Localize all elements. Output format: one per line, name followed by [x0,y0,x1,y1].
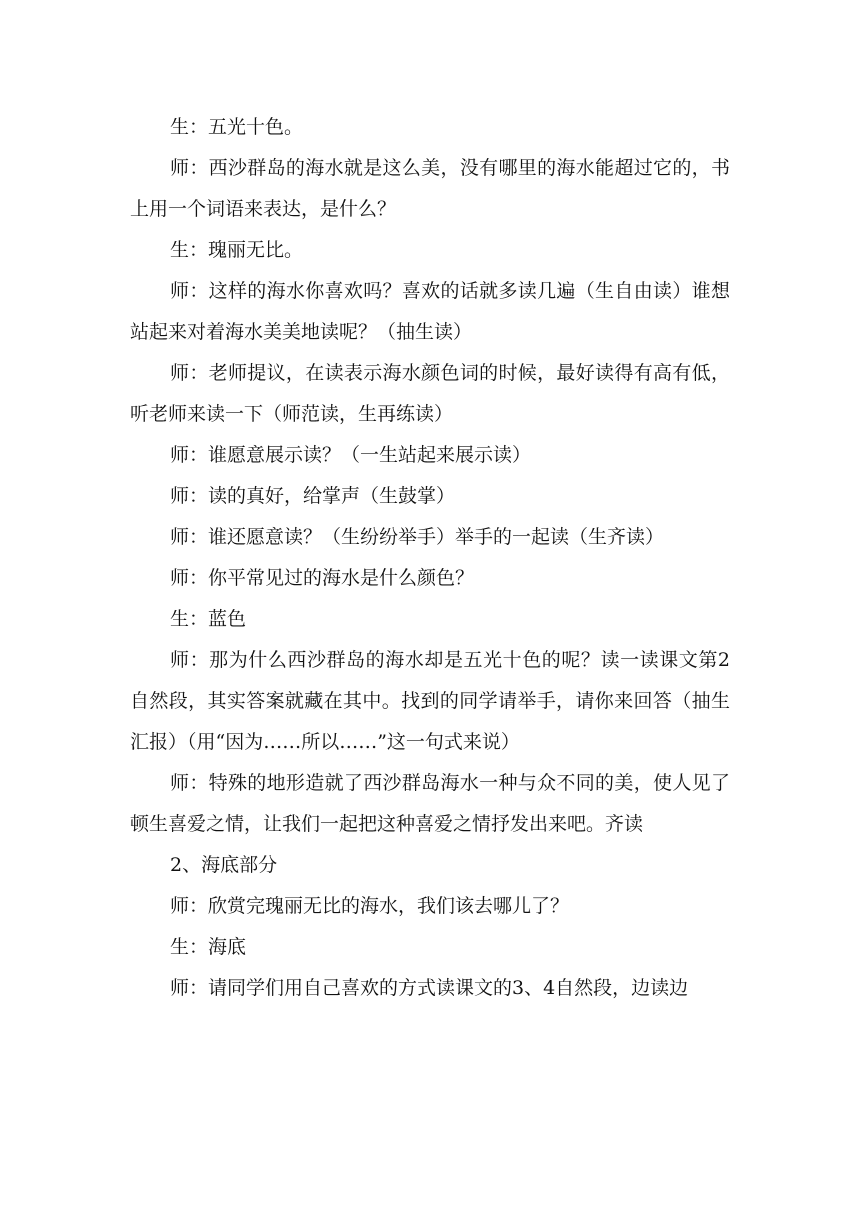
paragraph: 师：你平常见过的海水是什么颜色？ [170,567,475,589]
paragraph: 师：谁还愿意读？（生纷纷举手）举手的一起读（生齐读） [170,526,665,548]
document-body [130,107,730,1009]
paragraph: 师：老师提议，在读表示海水颜色词的时候，最好读得有高有低，听老师来读一下（师范读，生再练读） [130,362,730,425]
paragraph: 师：请同学们用自己喜欢的方式读课文的3、4自然段，边读边 [170,977,689,999]
paragraph: 师：欣赏完瑰丽无比的海水，我们该去哪儿了？ [170,895,570,917]
paragraph: 师：谁愿意展示读？（一生站起来展示读） [170,444,532,466]
section-heading: 2、海底部分 [170,854,278,876]
paragraph: 师：西沙群岛的海水就是这么美，没有哪里的海水能超过它的，书上用一个词语来表达，是什么？ [130,157,730,220]
paragraph: 师：那为什么西沙群岛的海水却是五光十色的呢？读一读课文第2自然段，其实答案就藏在其中。找到的同学请举手，请你来回答（抽生汇报）（用“因为……所以……”这一句式来说） [130,649,730,753]
paragraph: 师：这样的海水你喜欢吗？喜欢的话就多读几遍（生自由读）谁想站起来对着海水美美地读呢？（抽生读） [130,280,730,343]
paragraph: 师：特殊的地形造就了西沙群岛海水一种与众不同的美，使人见了顿生喜爱之情，让我们一起把这种喜爱之情抒发出来吧。齐读 [130,772,730,835]
paragraph: 生：海底 [170,936,247,958]
paragraph: 生：蓝色 [170,608,247,630]
paragraph: 生：五光十色。 [170,116,304,138]
paragraph: 师：读的真好，给掌声（生鼓掌） [170,485,456,507]
paragraph: 生：瑰丽无比。 [170,239,304,261]
